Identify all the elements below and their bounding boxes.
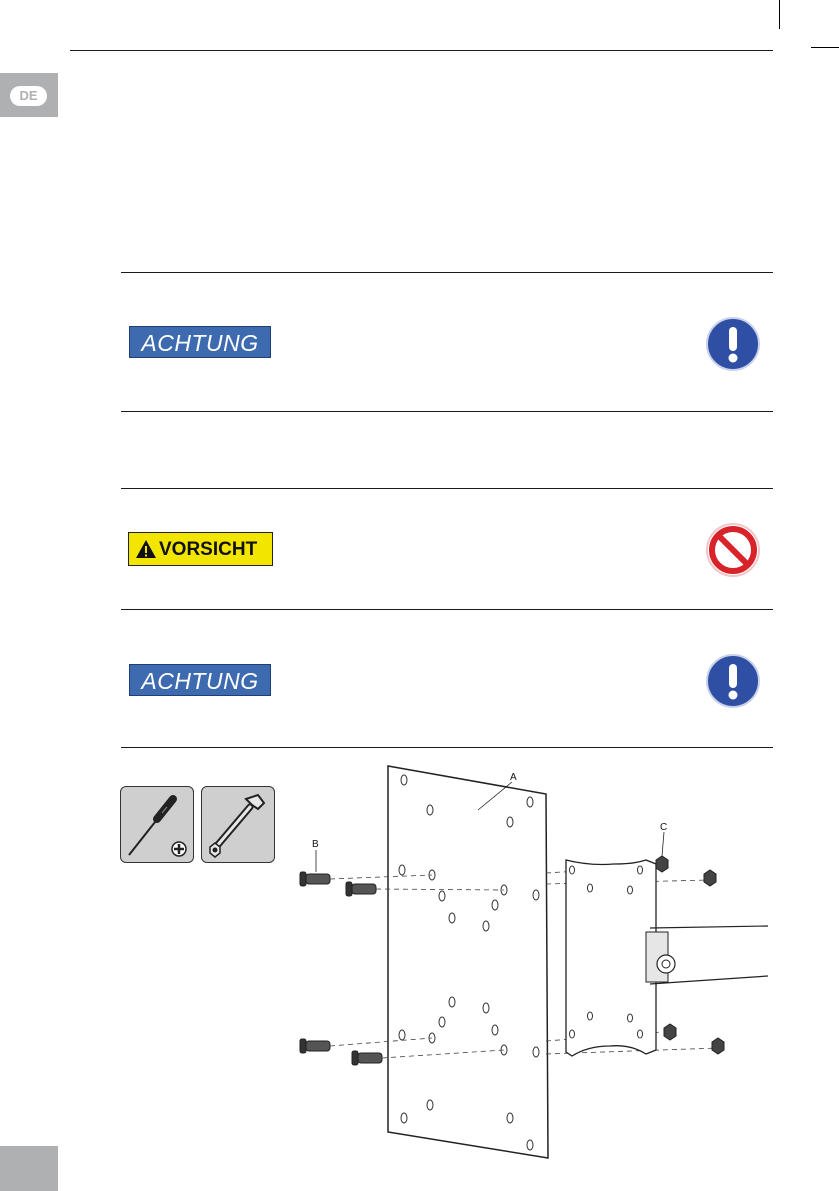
crop-mark-right	[811, 47, 839, 48]
warning-triangle-icon	[135, 539, 157, 559]
section-rule-1	[121, 272, 773, 273]
mandatory-exclamation-icon	[705, 316, 761, 372]
vorsicht-label-text: VORSICHT	[159, 539, 258, 560]
language-tab	[0, 73, 58, 117]
phillips-screwdriver-icon	[121, 787, 192, 861]
page-number-box	[0, 1146, 58, 1191]
monitor-bracket	[566, 860, 656, 1056]
mounting-diagram	[290, 760, 780, 1165]
screws-b	[300, 872, 382, 1065]
callout-b: B	[312, 839, 319, 850]
adapter-plate	[388, 766, 548, 1158]
wrench-tool	[201, 786, 275, 863]
section-rule-5	[121, 747, 773, 748]
callout-a: A	[510, 772, 517, 783]
callout-c: C	[660, 822, 668, 833]
section-rule-4	[121, 609, 773, 610]
achtung-label: ACHTUNG	[129, 664, 271, 696]
wrench-icon	[202, 787, 273, 861]
section-rule-3	[121, 488, 773, 489]
achtung-label: ACHTUNG	[129, 326, 271, 358]
language-badge: DE	[10, 86, 47, 106]
header-rule	[70, 50, 773, 51]
section-rule-2	[121, 411, 773, 412]
tools-panel	[120, 786, 278, 863]
mandatory-exclamation-icon	[705, 653, 761, 709]
prohibition-icon	[705, 522, 761, 578]
screwdriver-tool	[120, 786, 194, 863]
vorsicht-label	[128, 532, 273, 566]
crop-mark-top	[779, 0, 780, 29]
